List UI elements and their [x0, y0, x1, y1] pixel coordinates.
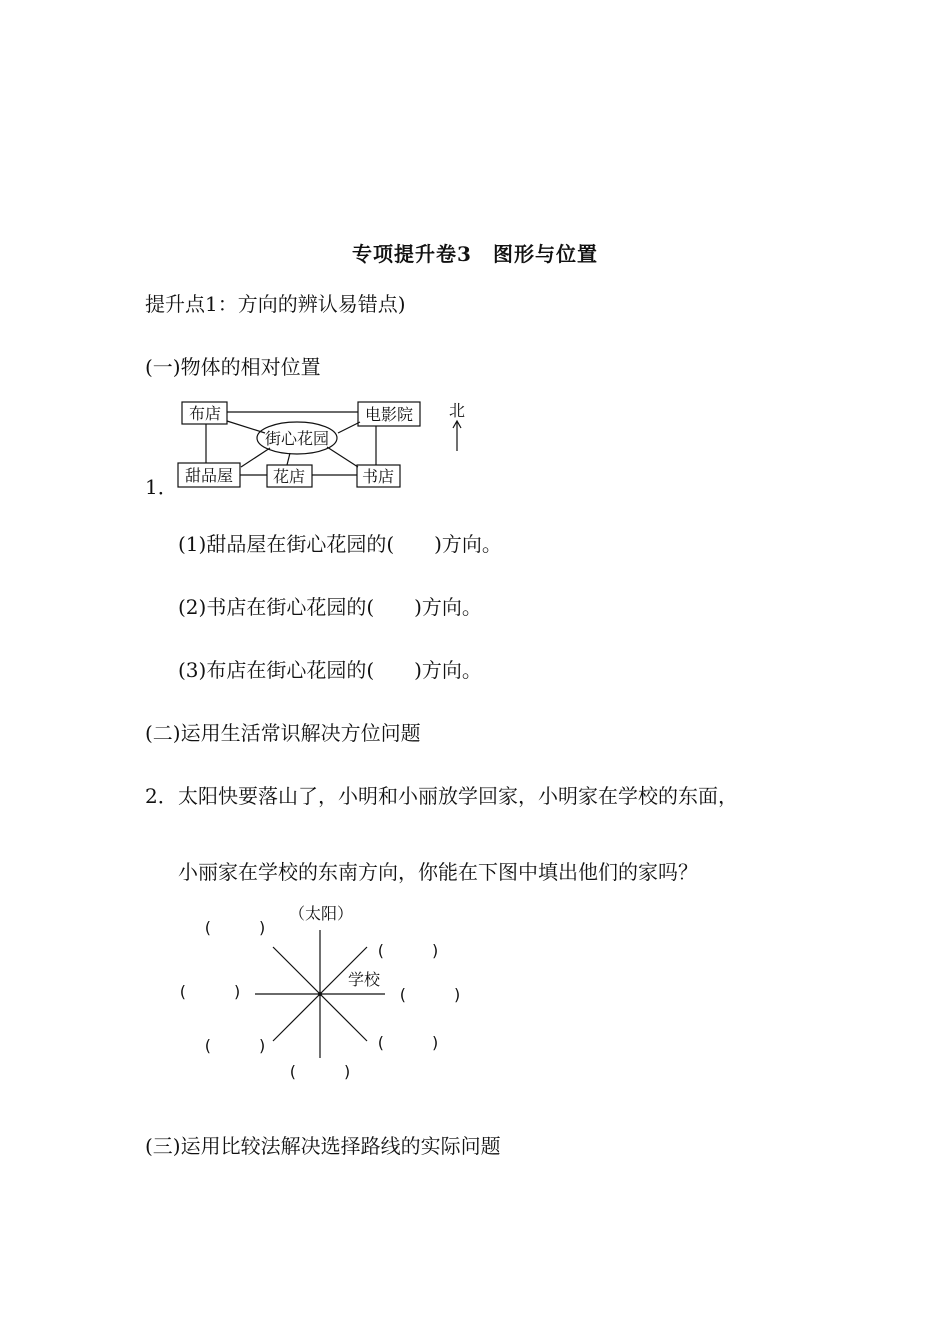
north-label: 北	[448, 401, 466, 420]
map-label-cloth-shop: 布店	[188, 404, 222, 423]
map-label-dessert-house: 甜品屋	[184, 466, 234, 485]
blank-east: ( )	[399, 985, 461, 1004]
blank-southeast: ( )	[377, 1033, 439, 1052]
point-heading: 提升点1：方向的辨认易错点)	[145, 292, 406, 316]
blank-northwest: ( )	[204, 918, 266, 937]
question-1-part-3: (3)布店在街心花园的( )方向。	[178, 658, 482, 682]
blank-west: ( )	[179, 982, 241, 1001]
page-title: 专项提升卷3 图形与位置	[352, 242, 598, 266]
map-road	[287, 453, 290, 465]
compass-diagram	[160, 895, 490, 1095]
map-road	[227, 421, 265, 433]
compass-center-dot	[318, 992, 322, 996]
map-road	[338, 422, 360, 433]
blank-southwest: ( )	[204, 1036, 266, 1055]
question-2-text-line-2: 小丽家在学校的东南方向，你能在下图中填出他们的家吗？	[178, 860, 698, 884]
section-heading-2: (二)运用生活常识解决方位问题	[145, 721, 421, 745]
question-2-text-line-1: 太阳快要落山了，小明和小丽放学回家，小明家在学校的东面，	[178, 784, 738, 808]
map-label-bookstore: 书店	[361, 467, 395, 486]
map-label-flower-shop: 花店	[272, 467, 306, 486]
map-road	[327, 447, 358, 467]
map-label-cinema: 电影院	[364, 405, 414, 424]
sun-label: （太阳）	[288, 904, 354, 923]
map-diagram	[170, 395, 480, 495]
question-2-number: 2．	[145, 784, 178, 808]
section-heading-1: (一)物体的相对位置	[145, 355, 321, 379]
blank-south: ( )	[289, 1062, 351, 1081]
question-1-part-2: (2)书店在街心花园的( )方向。	[178, 595, 482, 619]
question-1-number: 1．	[145, 475, 178, 499]
section-heading-3: (三)运用比较法解决选择路线的实际问题	[145, 1134, 501, 1158]
map-road	[241, 448, 270, 467]
map-label-garden: 街心花园	[264, 429, 330, 448]
blank-northeast: ( )	[377, 941, 439, 960]
school-label: 学校	[347, 970, 381, 989]
question-1-part-1: (1)甜品屋在街心花园的( )方向。	[178, 532, 502, 556]
